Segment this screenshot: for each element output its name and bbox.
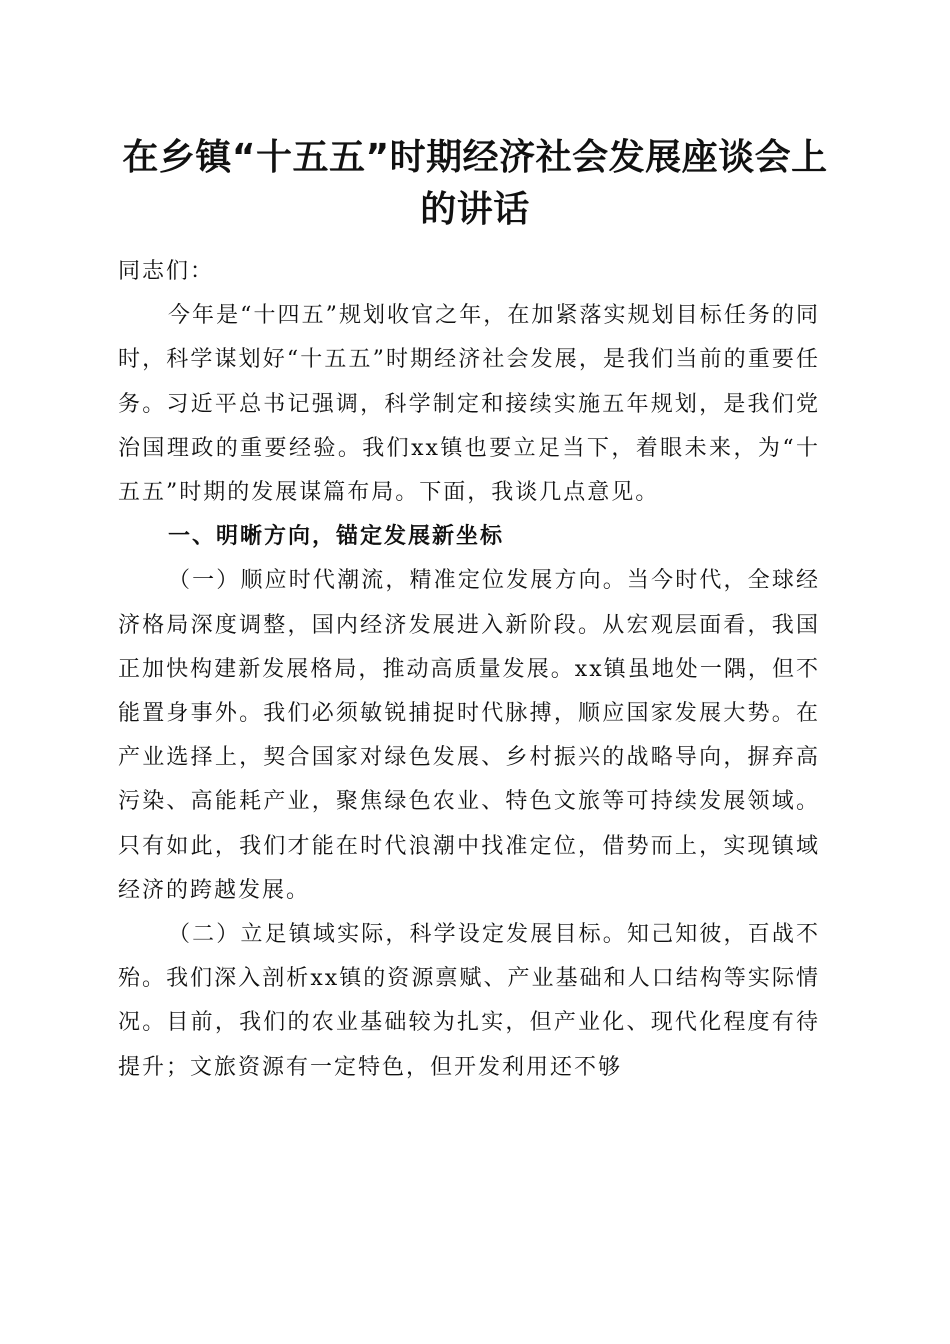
section-heading-1: 一、明晰方向，锚定发展新坐标 xyxy=(168,524,505,550)
document-body xyxy=(118,250,820,1090)
subsection-paragraph-1: （一）顺应时代潮流，精准定位发展方向。当今时代，全球经济格局深度调整，国内经济发展进入新阶段。从宏观层面看，我国正加快构建新发展格局，推动高质量发展。xx镇虽地处一隅，但不能置身事外。我们必须敏锐捕捉时代脉搏，顺应国家发展大势。在产业选择上，契合国家对绿色发展、乡村振兴的战略导向，摒弃高污染、高能耗产业，聚焦绿色农业、特色文旅等可持续发展领域。只有如此，我们才能在时代浪潮中找准定位，借势而上，实现镇域经济的跨越发展。 xyxy=(118,568,820,903)
intro-paragraph: 今年是“十四五”规划收官之年，在加紧落实规划目标任务的同时，科学谋划好“十五五”时期经济社会发展，是我们当前的重要任务。习近平总书记强调，科学制定和接续实施五年规划，是我们党治国理政的重要经验。我们xx镇也要立足当下，着眼未来，为“十五五”时期的发展谋篇布局。下面，我谈几点意见。 xyxy=(118,303,820,506)
salutation: 同志们： xyxy=(118,259,215,284)
document-title: 在乡镇“十五五”时期经济社会发展座谈会上的讲话 xyxy=(122,137,828,230)
subsection-paragraph-2: （二）立足镇域实际，科学设定发展目标。知己知彼，百战不殆。我们深入剖析xx镇的资源禀赋、产业基础和人口结构等实际情况。目前，我们的农业基础较为扎实，但产业化、现代化程度有待提升；文旅资源有一定特色，但开发利用还不够 xyxy=(118,922,820,1080)
